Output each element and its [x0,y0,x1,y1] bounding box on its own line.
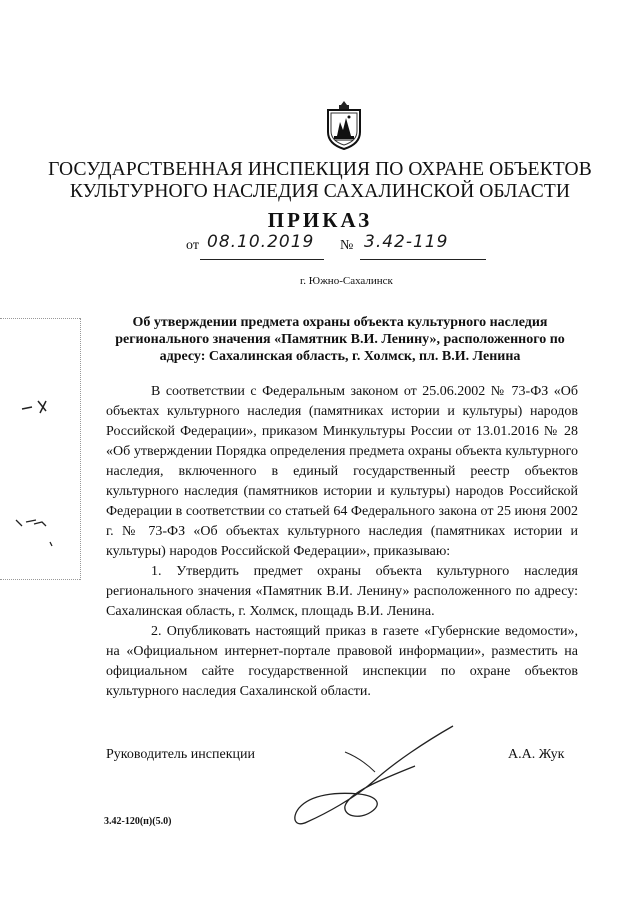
handwritten-signature [285,722,465,834]
margin-handwritten-mark [18,395,58,419]
margin-handwritten-mark [12,512,60,552]
organization-name-line1: ГОСУДАРСТВЕННАЯ ИНСПЕКЦИЯ ПО ОХРАНЕ ОБЪЕКТОВ [48,159,592,180]
item-1-paragraph: 1. Утвердить предмет охраны объекта культурного наследия регионального значения «Памятник В.И. Ленину» расположенного по адресу: Сахалинская область, г. Холмск, площадь В.И. Ленина. [106,564,578,619]
city-label: г. Южно-Сахалинск [300,275,393,287]
number-underline [360,259,486,260]
preamble-paragraph: В соответствии с Федеральным законом от 25.06.2002 № 73-ФЗ «Об объектах культурного наследия (памятниках истории и культуры) народов Российской Федерации», приказом Минкультуры России от 13.01.2016 № 28 «Об утверждении Порядка определения предмета охраны объекта культурного наследия, включенного в единый государственный реестр объектов культурного наследия (памятников истории и культуры) народов Российской Федерации в соответствии со статьей 64 Федерального закона от 25 июня 2002 г. № 73-ФЗ «Об объектах культурного наследия (памятниках истории и культуры) народов Российской Федерации», приказываю: [106,384,578,559]
margin-border-right [80,318,82,580]
number-label: № [340,238,354,253]
item-2-paragraph: 2. Опубликовать настоящий приказ в газете «Губернские ведомости», на «Официальном интернет-портале правовой информации», разместить на официальном сайте государственной инспекции по охране объектов культурного наследия Сахалинской области. [106,624,578,699]
number-value: 3.42-119 [364,232,449,252]
margin-border-top [0,318,80,319]
document-type-title: ПРИКАЗ [267,208,373,232]
order-body [106,382,578,702]
date-label: от [186,238,199,253]
document-code: 3.42-120(п)(5.0) [104,816,172,827]
signatory-name: А.А. Жук [508,747,565,762]
coat-of-arms-icon [325,100,363,150]
date-underline [200,259,324,260]
margin-border-bottom [0,579,80,580]
date-value: 08.10.2019 [207,232,315,252]
organization-name-line2: КУЛЬТУРНОГО НАСЛЕДИЯ САХАЛИНСКОЙ ОБЛАСТИ [69,181,571,202]
order-subject: Об утверждении предмета охраны объекта культурного наследия регионального значения «Памятник В.И. Ленину», расположенного по адресу: Сахалинская область, г. Холмск, пл. В.И. Ленина [115,315,565,364]
signatory-position: Руководитель инспекции [106,747,255,762]
